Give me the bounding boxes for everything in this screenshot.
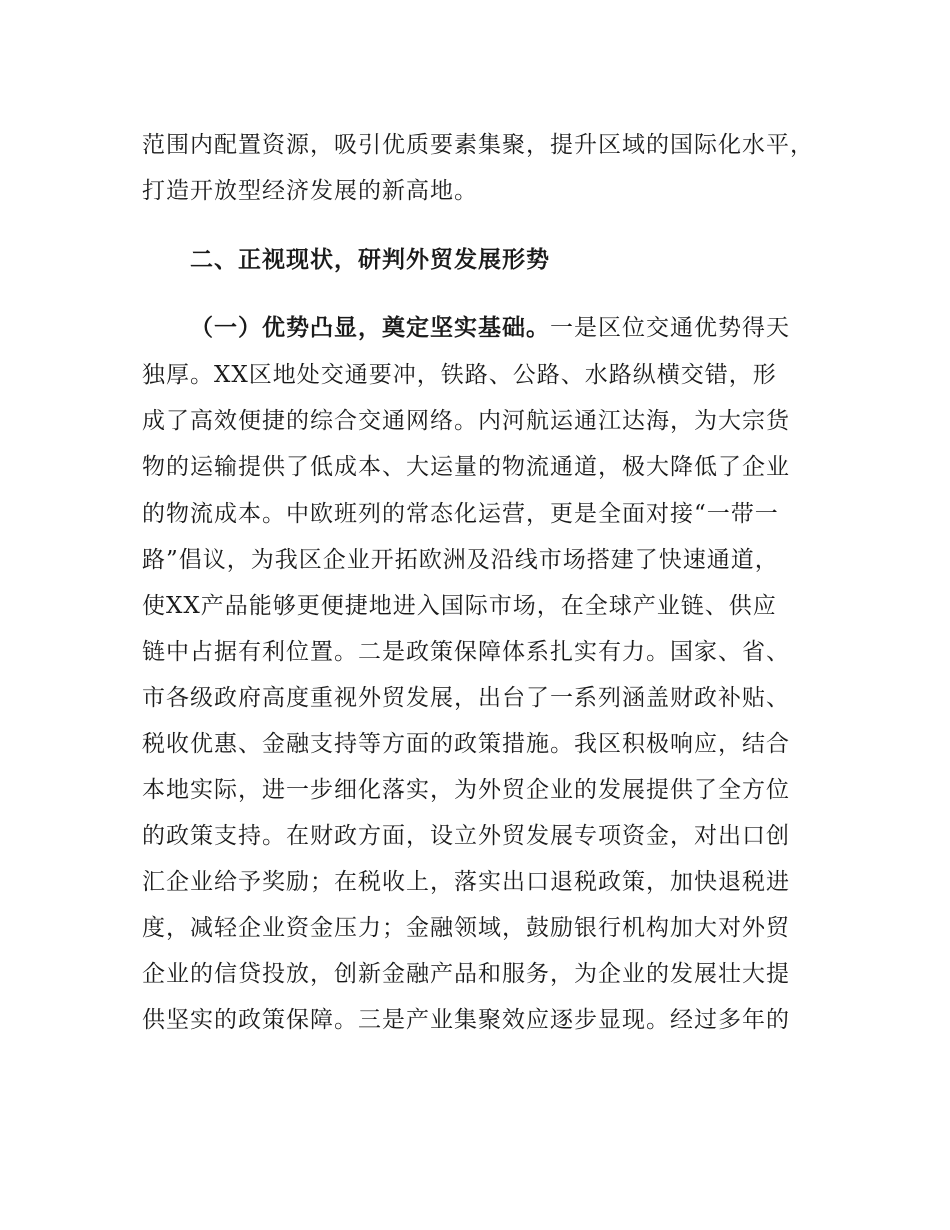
body-line-12: 汇企业给予奖励；在税收上，落实出口退税政策，加快退税进 [142, 869, 790, 895]
subsection-first-line-rest: 一是区位交通优势得天 [550, 315, 790, 341]
body-line-11: 的政策支持。在财政方面，设立外贸发展专项资金，对出口创 [142, 823, 790, 849]
body-line-9: 税收优惠、金融支持等方面的政策措施。我区积极响应，结合 [142, 731, 790, 757]
body-line-14: 企业的信贷投放，创新金融产品和服务，为企业的发展壮大提 [142, 961, 790, 987]
intro-line-2: 打造开放型经济发展的新高地。 [142, 178, 478, 204]
section-heading: 二、正视现状，研判外贸发展形势 [190, 247, 550, 273]
body-line-5: 路”倡议，为我区企业开拓欧洲及沿线市场搭建了快速通道， [142, 547, 779, 573]
subsection-first-line [190, 313, 790, 343]
body-line-1: 独厚。XX区地处交通要冲，铁路、公路、水路纵横交错，形 [142, 362, 777, 388]
body-line-15: 供坚实的政策保障。三是产业集聚效应逐步显现。经过多年的 [142, 1007, 790, 1033]
body-line-2: 成了高效便捷的综合交通网络。内河航运通江达海，为大宗货 [142, 408, 790, 434]
body-line-3: 物的运输提供了低成本、大运量的物流通道，极大降低了企业 [142, 454, 790, 480]
body-line-10: 本地实际，进一步细化落实，为外贸企业的发展提供了全方位 [142, 777, 790, 803]
subsection-title: （一）优势凸显，奠定坚实基础。 [190, 315, 550, 341]
body-line-13: 度，减轻企业资金压力；金融领域，鼓励银行机构加大对外贸 [142, 915, 790, 941]
body-line-6: 使XX产品能够更便捷地进入国际市场，在全球产业链、供应 [142, 593, 777, 619]
body-line-7: 链中占据有利位置。二是政策保障体系扎实有力。国家、省、 [142, 639, 790, 665]
intro-line-1: 范围内配置资源，吸引优质要素集聚，提升区域的国际化水平， [142, 132, 814, 158]
body-line-8: 市各级政府高度重视外贸发展，出台了一系列涵盖财政补贴、 [142, 685, 790, 711]
body-line-4: 的物流成本。中欧班列的常态化运营，更是全面对接“一带一 [142, 501, 779, 527]
